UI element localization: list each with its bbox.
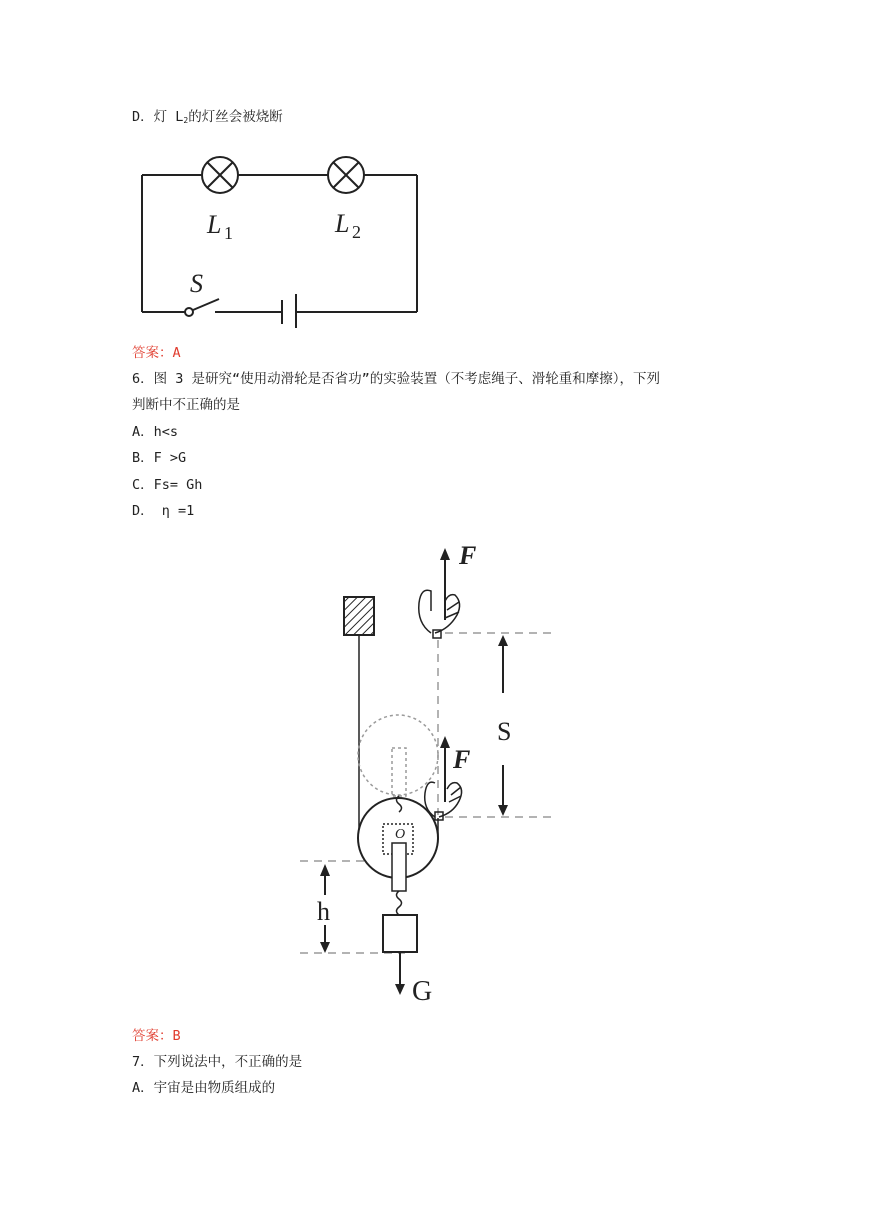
lamp2-letter: L (335, 209, 350, 238)
force-arrowhead-top (440, 548, 450, 560)
force-label-mid: F (453, 745, 471, 774)
force-label-top: F (459, 541, 477, 570)
option-d-subscript: 2 (183, 116, 189, 125)
gravity-arrowhead (395, 984, 405, 995)
question-7-line1: 7．下列说法中，不正确的是 (132, 1054, 303, 1070)
switch-label: S (190, 269, 203, 298)
option-7a: A．宇宙是由物质组成的 (132, 1080, 276, 1096)
s-arrowhead-down (498, 805, 508, 816)
switch-icon (185, 299, 219, 316)
h-arrowhead-down (320, 942, 330, 953)
pulley-diagram (295, 540, 565, 1010)
question-6-line2: 判断中不正确的是 (132, 397, 240, 413)
option-d-suffix: 的灯丝会被烧断 (188, 109, 283, 125)
ceiling-support (344, 597, 374, 635)
lamp1-subscript: 1 (224, 223, 233, 243)
axle-previous-position (392, 748, 406, 796)
option-d-prefix: D．灯 L (132, 109, 184, 125)
pulley-axle (392, 843, 406, 891)
option-d-previous (132, 108, 283, 130)
distance-s-label: S (497, 717, 512, 746)
lamp-l2-icon (328, 157, 364, 193)
question-6-line1: 6．图 3 是研究“使用动滑轮是否省功”的实验装置（不考虑绳子、滑轮重和摩擦），下列 (132, 371, 661, 387)
option-6b: B．F >G (132, 450, 187, 466)
lamp-l1-icon (202, 157, 238, 193)
distance-h-label: h (317, 897, 330, 926)
weight-label: G (412, 976, 433, 1007)
hand-top-icon (419, 590, 460, 638)
s-arrowhead-up (498, 635, 508, 646)
weight-block (383, 915, 417, 952)
answer-q6: 答案：B (132, 1028, 181, 1044)
h-arrowhead-up (320, 864, 330, 876)
option-6c: C．Fs= Gh (132, 477, 203, 493)
force-arrowhead-mid (440, 736, 450, 748)
answer-q5: 答案：A (132, 345, 181, 361)
circuit-diagram (130, 148, 430, 328)
pulley-center-label: O (395, 827, 406, 842)
battery-icon (282, 294, 296, 328)
option-6d: D． η =1 (132, 503, 195, 519)
lamp1-letter: L (207, 210, 222, 239)
option-6a: A．h<s (132, 424, 179, 440)
pulley-previous-position (358, 715, 438, 795)
hook-lower-icon (397, 891, 402, 915)
lamp2-subscript: 2 (352, 222, 361, 242)
